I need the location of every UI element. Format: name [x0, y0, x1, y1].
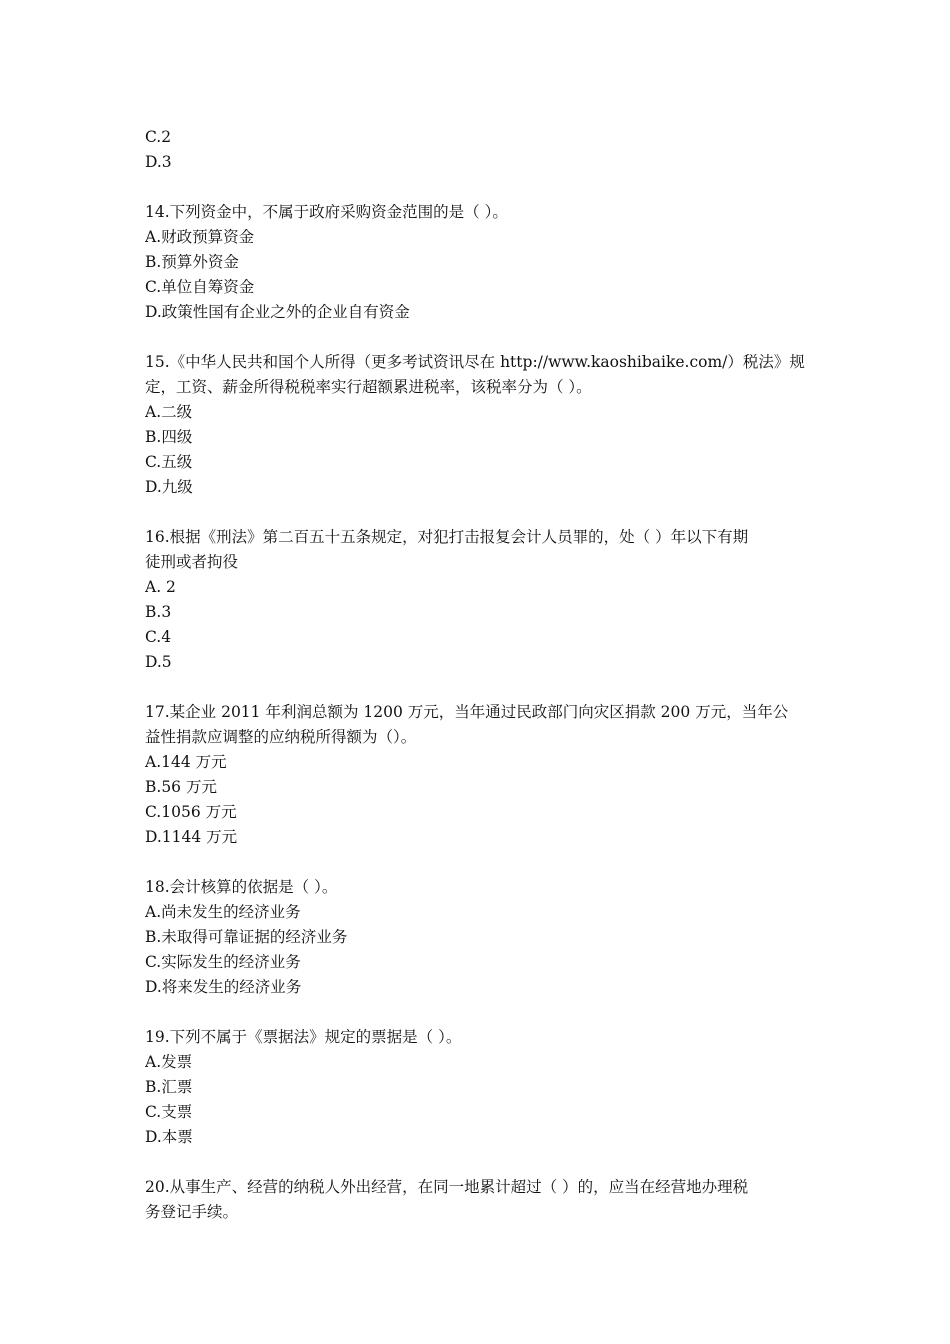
question-text: 17.某企业 2011 年利润总额为 1200 万元，当年通过民政部门向灾区捐款 200 万元，当年公	[145, 703, 789, 721]
option-b: B.预算外资金	[145, 253, 239, 271]
question-text: 14.下列资金中，不属于政府采购资金范围的是（ ）。	[145, 203, 508, 221]
question-20	[145, 1175, 807, 1225]
spacer	[145, 175, 807, 200]
question-text: 19.下列不属于《票据法》规定的票据是（ ）。	[145, 1028, 462, 1046]
question-text: 20.从事生产、经营的纳税人外出经营，在同一地累计超过（ ）的，应当在经营地办理税	[145, 1178, 749, 1196]
option-d: D.本票	[145, 1128, 193, 1146]
question-text: 18.会计核算的依据是（ ）。	[145, 878, 338, 896]
option-b: B.3	[145, 603, 172, 621]
spacer	[145, 850, 807, 875]
option-d: D.政策性国有企业之外的企业自有资金	[145, 303, 410, 321]
option-b: B.汇票	[145, 1078, 193, 1096]
question-text: 15.《中华人民共和国个人所得（更多考试资讯尽在 http://www.kaoshibaike.com/）税法》规	[145, 353, 805, 371]
option-d: D.5	[145, 653, 172, 671]
question-text-cont: 徒刑或者拘役	[145, 553, 239, 571]
question-15	[145, 350, 807, 500]
question-17	[145, 700, 807, 850]
question-16	[145, 525, 807, 675]
option-c: C.五级	[145, 453, 193, 471]
spacer	[145, 1150, 807, 1175]
question-text: 16.根据《刑法》第二百五十五条规定，对犯打击报复会计人员罪的，处（ ）年以下有期	[145, 528, 749, 546]
question-text-cont: 务登记手续。	[145, 1203, 239, 1221]
option-b: B.未取得可靠证据的经济业务	[145, 928, 348, 946]
option-c: C.支票	[145, 1103, 193, 1121]
option-a: A.二级	[145, 403, 193, 421]
option-b: B.56 万元	[145, 778, 217, 796]
question-18	[145, 875, 807, 1000]
spacer	[145, 1000, 807, 1025]
option-d: D.3	[145, 153, 172, 171]
option-c: C.2	[145, 128, 172, 146]
spacer	[145, 675, 807, 700]
option-d: D.九级	[145, 478, 193, 496]
spacer	[145, 500, 807, 525]
option-a: A.尚未发生的经济业务	[145, 903, 301, 921]
question-text-cont: 定，工资、薪金所得税税率实行超额累进税率，该税率分为（ ）。	[145, 378, 592, 396]
option-c: C.单位自筹资金	[145, 278, 255, 296]
option-a: A.144 万元	[145, 753, 227, 771]
option-c: C.1056 万元	[145, 803, 237, 821]
carryover-options	[145, 125, 807, 175]
option-c: C.4	[145, 628, 172, 646]
option-a: A.发票	[145, 1053, 193, 1071]
exam-content	[145, 125, 807, 1225]
question-text-cont: 益性捐款应调整的应纳税所得额为（）。	[145, 728, 417, 746]
spacer	[145, 325, 807, 350]
option-b: B.四级	[145, 428, 193, 446]
option-d: D.将来发生的经济业务	[145, 978, 302, 996]
option-c: C.实际发生的经济业务	[145, 953, 301, 971]
option-a: A.财政预算资金	[145, 228, 255, 246]
option-a: A. 2	[145, 578, 176, 596]
question-19	[145, 1025, 807, 1150]
option-d: D.1144 万元	[145, 828, 238, 846]
question-14	[145, 200, 807, 325]
